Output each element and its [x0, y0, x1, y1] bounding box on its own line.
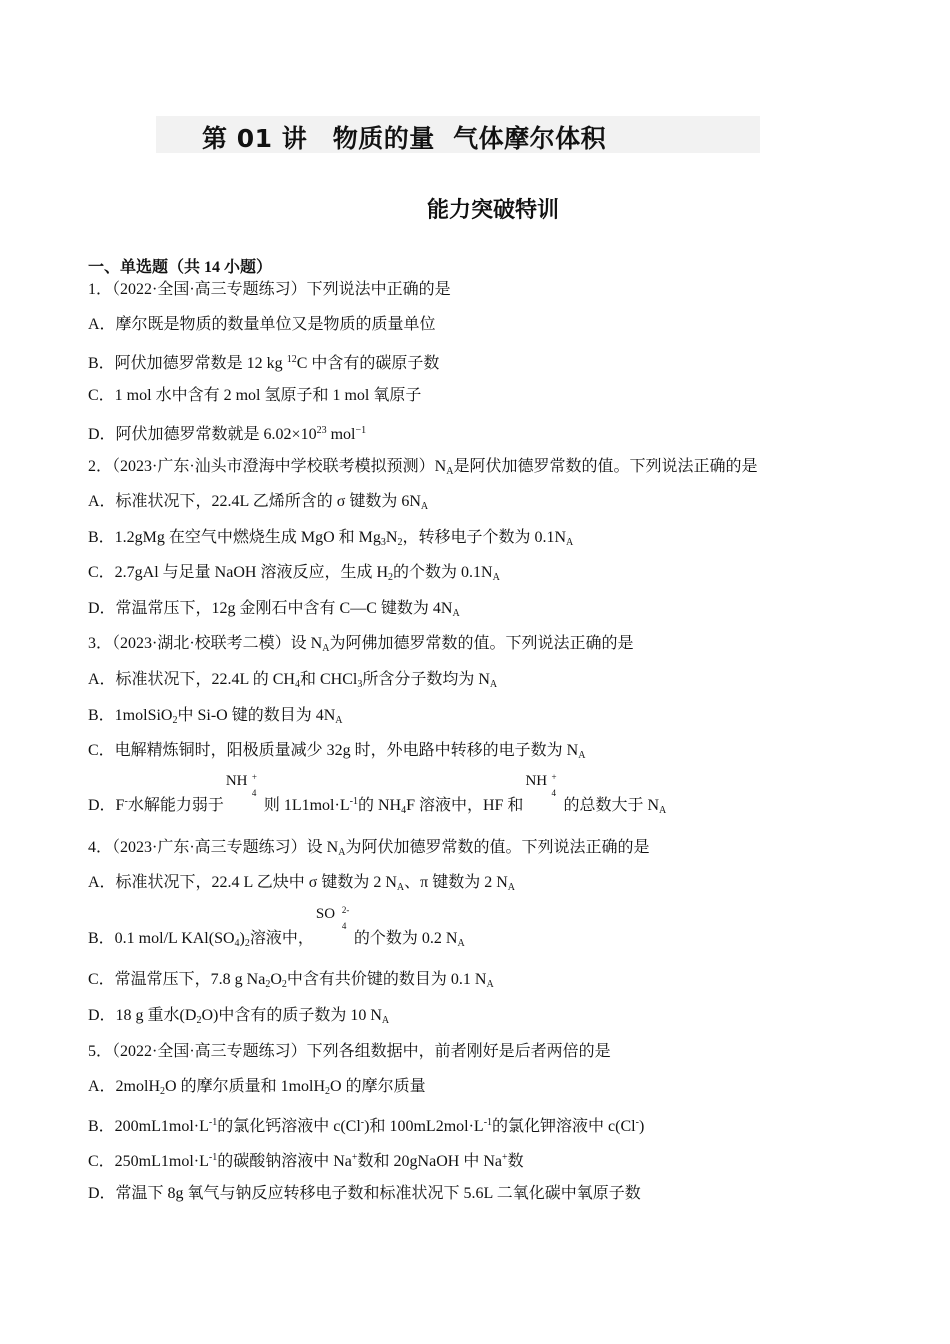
q2-option-d: D．常温常压下，12g 金刚石中含有 C—C 键数为 $4N_A$ — [88, 600, 460, 619]
ammonium-ion-formula: NH + 4 — [225, 772, 257, 798]
q5-option-c: C．$250mL1mol\cdot L^{-1}$的碳酸钠溶液中 Na+数和 20gNaOH 中 Na+数 — [88, 1152, 524, 1170]
sulfate-ion-formula: SO 2- 4 — [315, 905, 350, 931]
q1-stem: 1．（2022·全国·高三专题练习）下列说法中正确的是 — [88, 281, 451, 298]
section-heading: 一、单选题（共 14 小题） — [88, 259, 273, 276]
page-subtitle: 能力突破特训 — [427, 198, 560, 223]
q2-option-a: A．标准状况下，22.4L 乙烯所含的 σ 键数为 $6N_A$ — [88, 493, 429, 512]
q2-option-b: B．1.2gMg 在空气中燃烧生成 MgO 和 $Mg_3N_2$，转移电子个数为 $0.1N_A$ — [88, 529, 574, 548]
q1-option-d: D．阿伏加德罗常数就是 $6.02\times 10^{23}$ mol$^{-1}$ — [88, 425, 367, 443]
q5-option-d: D．常温下 8g 氧气与钠反应转移电子数和标准状况下 5.6L 二氧化碳中氧原子数 — [88, 1185, 641, 1202]
page-title: 第 01 讲 物质的量 气体摩尔体积 — [202, 124, 607, 153]
q5-stem: 5．（2022·全国·高三专题练习）下列各组数据中，前者刚好是后者两倍的是 — [88, 1043, 611, 1060]
q4-stem: 4．（2023·广东·高三专题练习）设 $N_A$为阿伏加德罗常数的值。下列说法正确的是 — [88, 839, 650, 858]
q5-option-b: B．$200mL1mol\cdot L^{-1}$的氯化钙溶液中 c(Cl-)和 $100mL2mol\cdot L^{-1}$的氯化钾溶液中 c(Cl-) — [88, 1117, 645, 1135]
ammonium-ion-formula: NH + 4 — [525, 772, 557, 798]
q4-option-c: C．常温常压下，7.8 g $Na_2O_2$中含有共价键的数目为 0.1 $N_A$ — [88, 971, 494, 990]
q3-option-a: A．标准状况下，22.4L 的 $CH_4$和 CHCl$_3$所含分子数均为 $N_A$ — [88, 671, 498, 690]
q1-option-b: B．阿伏加德罗常数是 12 kg $^{12}$C 中含有的碳原子数 — [88, 354, 440, 372]
q3-option-b: B．1molSiO$_2$中 Si-O 键的数目为 $4N_A$ — [88, 707, 343, 726]
q5-option-a: A．2molH$_2$O 的摩尔质量和 1molH$_2$O 的摩尔质量 — [88, 1078, 426, 1097]
q3-option-c: C．电解精炼铜时，阳极质量减少 32g 时，外电路中转移的电子数为 $N_A$ — [88, 742, 586, 761]
q4-option-a: A．标准状况下，22.4 L 乙炔中 σ 键数为 2 $N_A$、π 键数为 2 $N_A$ — [88, 874, 516, 893]
q4-option-d: D．18 g 重水$(D_2O)$中含有的质子数为 10 $N_A$ — [88, 1007, 390, 1026]
q3-stem: 3．（2023·湖北·校联考二模）设 $N_A$为阿佛加德罗常数的值。下列说法正确的是 — [88, 635, 634, 654]
q1-option-a: A．摩尔既是物质的数量单位又是物质的质量单位 — [88, 316, 436, 333]
q2-stem: 2．（2023·广东·汕头市澄海中学校联考模拟预测）$N_A$是阿伏加德罗常数的值。下列说法正确的是 — [88, 458, 758, 477]
q2-option-c: C．2.7gAl 与足量 NaOH 溶液反应，生成 $H_2$的个数为 $0.1N_A$ — [88, 564, 500, 583]
q4-option-b: B．0.1 mol/L $KAl(SO_4)_2$溶液中， SO 2- 4 的个数为 0.2 $N_A$ — [88, 905, 465, 949]
q3-option-d: D．F-水解能力弱于 NH + 4 则 $1L1mol\cdot L^{-1}$的 $NH_4F$ 溶液中，HF 和 NH + 4 的总数大于 $N_A$ — [88, 772, 667, 816]
q1-option-c: C．1 mol 水中含有 2 mol 氢原子和 1 mol 氧原子 — [88, 387, 422, 404]
